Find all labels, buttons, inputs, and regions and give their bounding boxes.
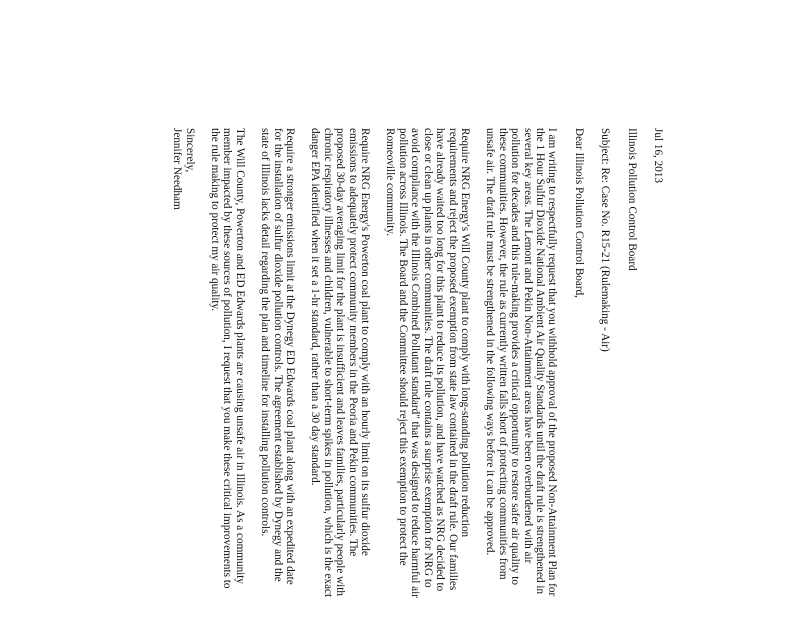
letter-paragraph-intro: I am writing to respectfully request that you withhold approval of the proposed Non-Attainment Plan for the 1 Hour Sulfur Dioxide National Ambient Air Quality Standards until the draft rule is strengthened in several key areas. The Lemont and Pekin Non-Attainment areas have been overburdened with air pollution for decades and this rule-making provides a critical opportunity to restore safer air quality to these communities. However, the rule as currently written falls short of protecting communities from unsafe air. The draft rule must be strengthened in the following ways before it can be approved. xyxy=(484,128,559,597)
letter-paragraph-powerton: Require NRG Energy's Powerton coal plant to comply with an hourly limit on its sulfur dioxide emissions to adequately protect community members in the Peoria and Pekin communities. The proposed 30-day averaging limit for the plant is insufficient and leaves families, particularly people with chronic respiratory illnesses and children, vulnerable to short-term spikes in pollution, which is the exact danger EPA identified when it set a 1-hr standard, rather than a 30 day standard. xyxy=(309,128,372,598)
letter-body xyxy=(171,128,664,598)
letter-date: Jul 16, 2013 xyxy=(652,128,664,184)
letter-paragraph-ed-edwards: Require a stronger emissions limit at the Dynegy ED Edwards coal plant along with an expedited date for the installation of sulfur dioxide pollution controls. The agreement established by Dynegy and the state of Illinois lacks detail regarding the plan and timeline for installing pollution controls. xyxy=(259,128,297,585)
letter-recipient: Illinois Pollution Control Board xyxy=(625,128,638,271)
letter-subject: Subject: Re: Case No. R15-21 (Rulemaking - Air) xyxy=(599,128,612,352)
letter-salutation: Dear Illinois Pollution Control Board, xyxy=(572,128,585,298)
letter-signature: Jennifer Needham xyxy=(171,128,184,210)
letter-closing: Sincerely, xyxy=(183,128,196,173)
letter-paragraph-will-county: Require NRG Energy's Will County plant to comply with long-standing pollution reduction requirements and reject the proposed exemption from state law contained in the draft rule. Our families have already waited too long for this plant to reduce its pollution, and have watched as NRG decided to close or clean up plants in other communities. The draft rule contains a surprise exemption for NRG to avoid compliance with the Illinois Combined Pollutant standard" that was designed to reduce harmful air pollution across Illinois. The Board and the Committee should reject this exemption to protect the Romeoville community. xyxy=(384,128,471,598)
letter-paragraph-conclusion: The Will County, Powerton and ED Edwards plants are causing unsafe air in Illinois. As a community member impacted by these sources of pollution, I request that you make these critical improvements to the rule making to protect my air quality. xyxy=(209,128,246,589)
